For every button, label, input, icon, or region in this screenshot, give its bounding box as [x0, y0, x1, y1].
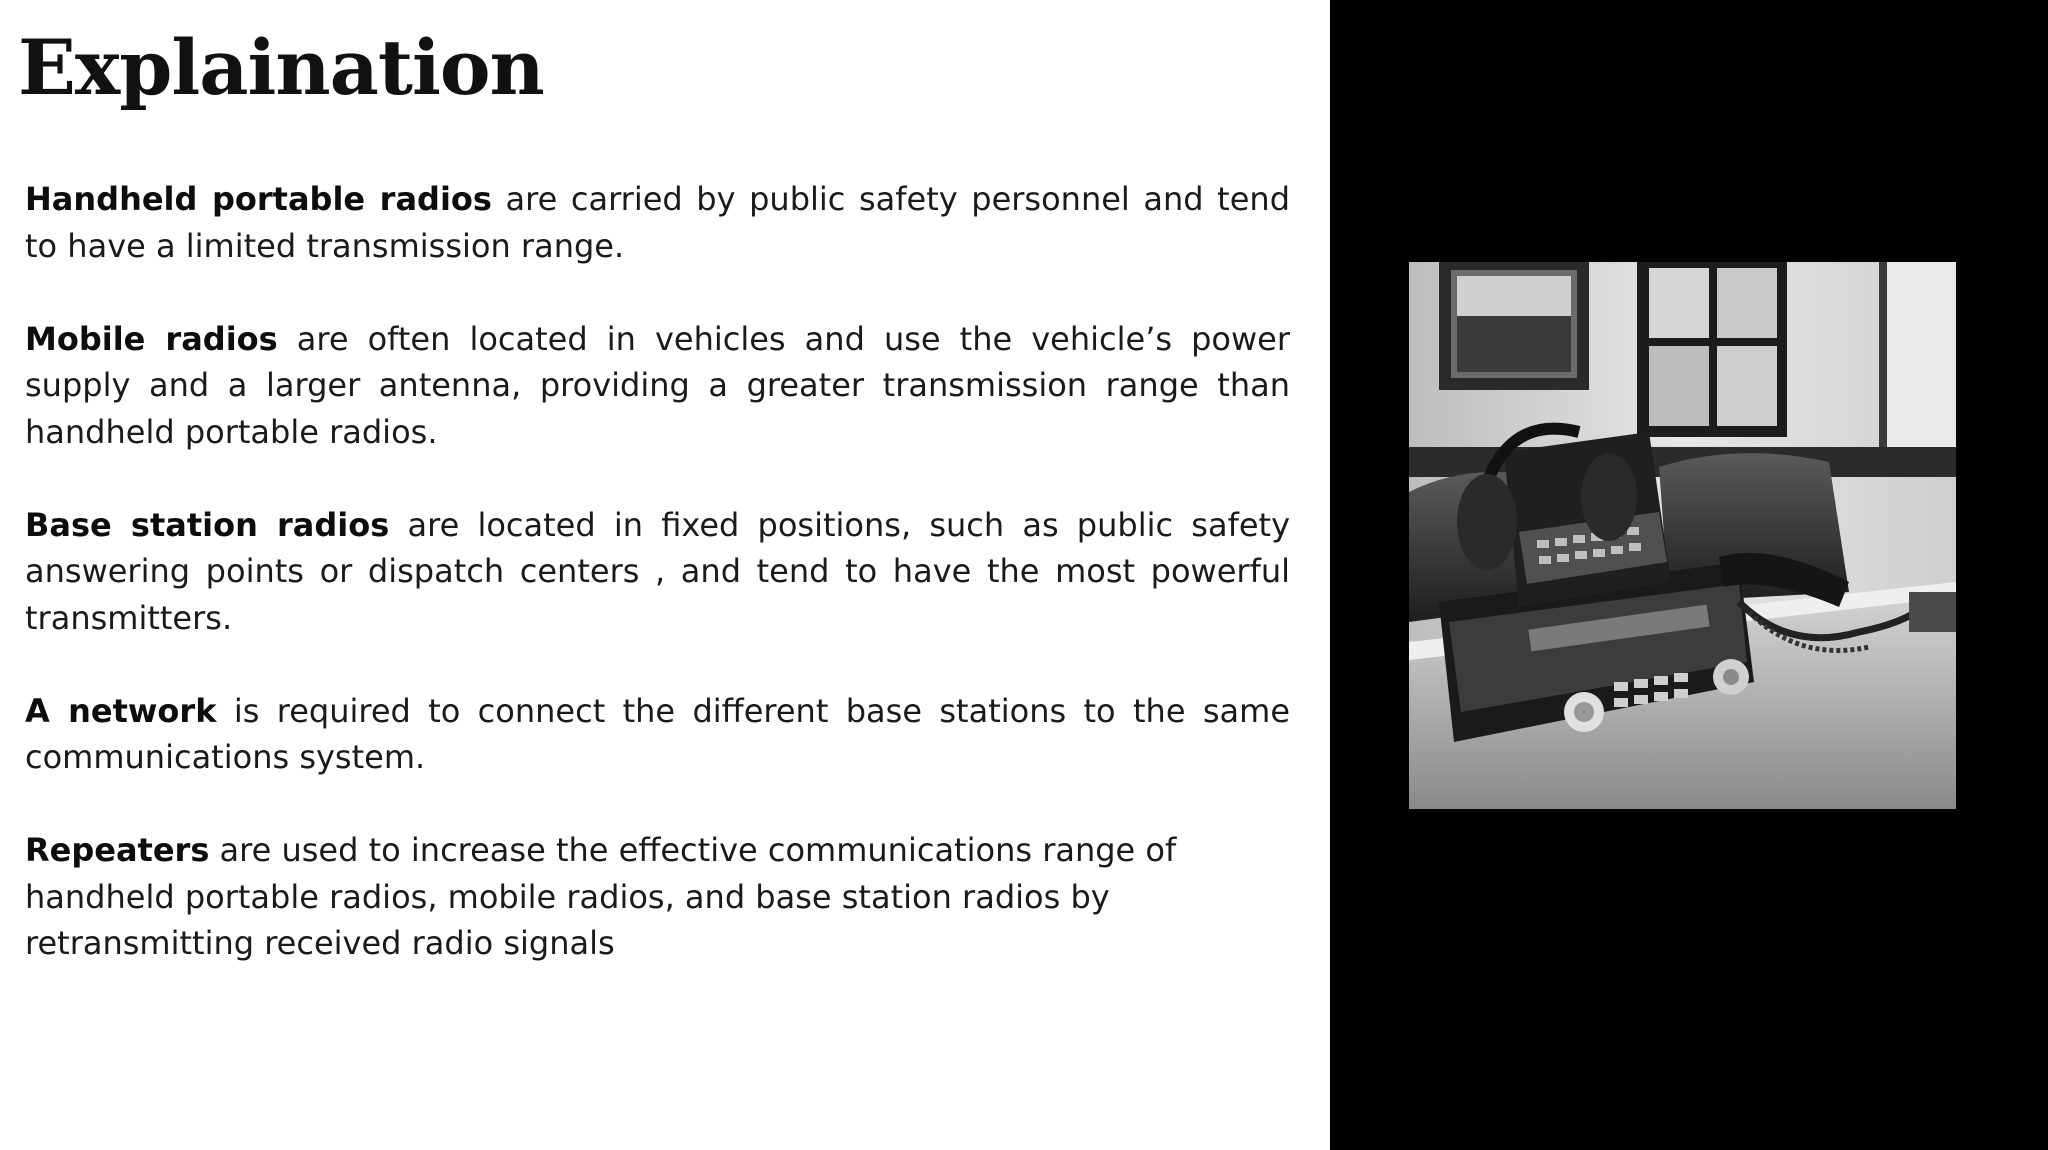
paragraph-repeaters — [25, 827, 1290, 967]
desc-handheld-radios: are carried by public safety personnel and tend to have a limited transmission range. — [25, 180, 1291, 265]
slide-body — [25, 176, 1290, 1013]
paragraph-mobile-radios — [25, 316, 1290, 456]
term-repeaters: Repeaters — [25, 831, 210, 869]
term-network: A network — [25, 691, 217, 730]
term-base-station-radios: Base station radios — [25, 505, 390, 544]
slide-title: Explaination — [18, 23, 544, 112]
paragraph-base-station-radios — [25, 502, 1290, 642]
desc-network: is required to connect the different base stations to the same communications system. — [25, 691, 1291, 776]
desc-mobile-radios: are often located in vehicles and use the vehicle’s power supply and a larger antenna, providing a greater transmission range than handheld portable radios. — [25, 319, 1291, 451]
radio-illustration — [1409, 262, 1956, 809]
paragraph-handheld-radios — [25, 176, 1290, 269]
desc-repeaters: are used to increase the effective communications range of handheld portable radios, mobile radios, and base station radios by retransmitting received radio signals — [25, 831, 1177, 962]
radio-photo — [1409, 262, 1956, 809]
paragraph-network — [25, 688, 1290, 781]
term-handheld-radios: Handheld portable radios — [25, 180, 492, 218]
desc-base-station-radios: are located in fixed positions, such as public safety answering points or dispatch centers , and tend to have the most powerful transmitters. — [25, 505, 1291, 637]
term-mobile-radios: Mobile radios — [25, 319, 278, 358]
